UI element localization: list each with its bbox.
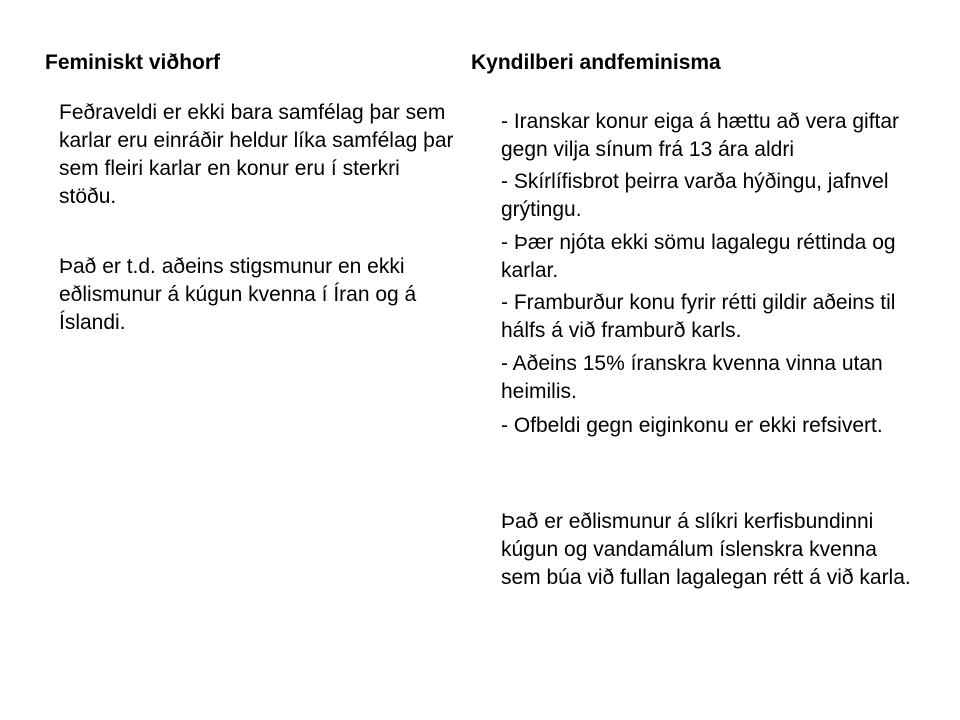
left-paragraph: Feðraveldi er ekki bara samfélag þar sem karlar eru einráðir heldur líka samfélag þar sem fleiri karlar en konur eru í sterkri stöðu. xyxy=(59,101,454,208)
bullet-item: - Framburður konu fyrir rétti gildir aðeins til hálfs á við framburð karls. xyxy=(501,291,896,342)
left-paragraph: Það er t.d. aðeins stigsmunur en ekki eðlismunur á kúgun kvenna í Íran og á Íslandi. xyxy=(59,255,417,334)
bullet-item: - Iranskar konur eiga á hættu að vera giftar gegn vilja sínum frá 13 ára aldri xyxy=(501,110,900,161)
bullet-item: - Ofbeldi gegn eiginkonu er ekki refsivert. xyxy=(501,414,883,437)
bullet-item: - Skírlífisbrot þeirra varða hýðingu, jafnvel grýtingu. xyxy=(501,170,889,221)
bullet-item: - Aðeins 15% íranskra kvenna vinna utan heimilis. xyxy=(501,352,883,403)
bullet-item: - Þær njóta ekki sömu lagalegu réttinda og karlar. xyxy=(501,231,896,282)
right-column-heading: Kyndilberi andfeminisma xyxy=(471,51,721,74)
left-column-heading: Feminiskt viðhorf xyxy=(45,51,221,74)
right-conclusion: Það er eðlismunur á slíkri kerfisbundinni kúgun og vandamálum íslenskra kvenna sem búa við fullan lagalegan rétt á við karla. xyxy=(501,510,911,589)
